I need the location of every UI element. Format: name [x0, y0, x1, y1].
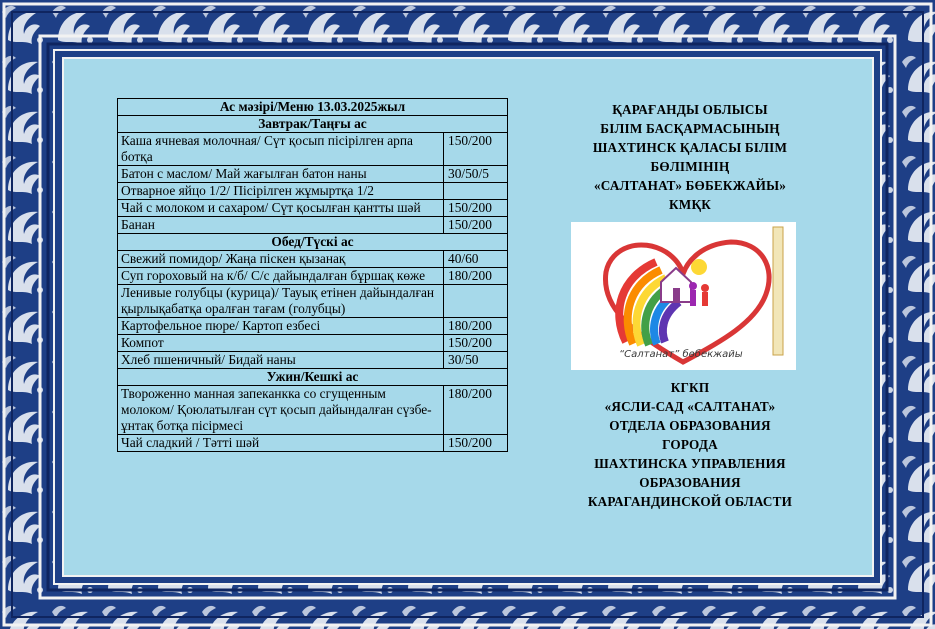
menu-item-row [118, 251, 508, 268]
dish-portion: 30/50 [444, 352, 508, 369]
dish-name: Компот [118, 335, 444, 352]
org-header-ru-line: ОБРАЗОВАНИЯ [639, 475, 741, 490]
org-header-ru-line: ГОРОДА [662, 437, 718, 452]
kindergarten-logo [571, 222, 796, 370]
dish-name: Хлеб пшеничный/ Бидай наны [118, 352, 444, 369]
menu-title: Ас мәзірі/Меню 13.03.2025жыл [118, 99, 508, 116]
menu-item-row [118, 166, 508, 183]
org-header-ru [555, 378, 825, 511]
org-header-kz-line: БӨЛІМІНІҢ [650, 159, 730, 174]
menu-item-row [118, 133, 508, 166]
dish-portion: 180/200 [444, 318, 508, 335]
menu-item-row [118, 435, 508, 452]
org-header-kz-line: «САЛТАНАТ» БӨБЕКЖАЙЫ» [593, 178, 787, 193]
menu-item-row [118, 335, 508, 352]
menu-item-row [118, 217, 508, 234]
meal-section-title: Завтрак/Таңғы ас [118, 116, 508, 133]
meal-section-title: Обед/Түскі ас [118, 234, 508, 251]
menu-item-row [118, 285, 508, 318]
menu-item-row [118, 352, 508, 369]
menu-item-row [118, 183, 508, 200]
dish-name: Свежий помидор/ Жаңа піскен қызанақ [118, 251, 444, 268]
dish-name: Ленивые голубцы (курица)/ Тауық етінен дайындалған қырлықабатқа оралған тағам (голубцы) [118, 285, 444, 318]
meal-section-title: Ужин/Кешкі ас [118, 369, 508, 386]
dish-portion [444, 285, 508, 318]
dish-portion: 40/60 [444, 251, 508, 268]
org-header-kz-line: ҚАРАҒАНДЫ ОБЛЫСЫ [612, 102, 768, 117]
dish-name: Суп гороховый на к/б/ С/с дайындалған бұршақ көже [118, 268, 444, 285]
menu-item-row [118, 318, 508, 335]
dish-name: Банан [118, 217, 444, 234]
dish-portion: 180/200 [444, 386, 508, 435]
dish-portion: 150/200 [444, 133, 508, 166]
meal-section-row [118, 369, 508, 386]
meal-section-row [118, 116, 508, 133]
menu-item-row [118, 268, 508, 285]
org-header-ru-line: «ЯСЛИ-САД «САЛТАНАТ» [604, 399, 776, 414]
dish-name: Картофельное пюре/ Картоп езбесі [118, 318, 444, 335]
org-header-ru-line: КАРАГАНДИНСКОЙ ОБЛАСТИ [587, 494, 793, 509]
dish-name: Чай с молоком и сахаром/ Сүт қосылған қантты шәй [118, 200, 444, 217]
dish-name: Батон с маслом/ Май жағылған батон наны [118, 166, 444, 183]
org-header-kz [555, 100, 825, 214]
logo-caption: “Салтанат” бөбекжайы [619, 349, 743, 360]
meal-section-row [118, 234, 508, 251]
dish-portion: 150/200 [444, 200, 508, 217]
heart-rainbow-icon [571, 222, 796, 370]
dish-portion [444, 183, 508, 200]
org-header-kz-line: БІЛІМ БАСҚАРМАСЫНЫҢ [600, 121, 780, 136]
dish-portion: 150/200 [444, 335, 508, 352]
dish-portion: 180/200 [444, 268, 508, 285]
dish-name: Твороженно манная запеканкка со сгущенным молоком/ Қоюлатылған сүт қосып дайындалған сүзбе-ұнтақ ботқа пісірмесі [118, 386, 444, 435]
dish-portion: 30/50/5 [444, 166, 508, 183]
menu-title-row [118, 99, 508, 116]
dish-name: Чай сладкий / Тәтті шәй [118, 435, 444, 452]
dish-portion: 150/200 [444, 435, 508, 452]
org-header-kz-line: КМҚК [669, 197, 711, 212]
dish-name: Отварное яйцо 1/2/ Пісірілген жұмыртқа 1/2 [118, 183, 444, 200]
menu-item-row [118, 200, 508, 217]
menu-table [117, 98, 508, 452]
org-header-ru-line: ОТДЕЛА ОБРАЗОВАНИЯ [609, 418, 771, 433]
org-header-ru-line: ШАХТИНСКА УПРАВЛЕНИЯ [594, 456, 786, 471]
org-header-kz-line: ШАХТИНСК ҚАЛАСЫ БІЛІМ [592, 140, 788, 155]
org-header-ru-line: КГКП [670, 380, 710, 395]
dish-portion: 150/200 [444, 217, 508, 234]
dish-name: Каша ячневая молочная/ Сүт қосып пісірілген арпа ботқа [118, 133, 444, 166]
menu-item-row [118, 386, 508, 435]
